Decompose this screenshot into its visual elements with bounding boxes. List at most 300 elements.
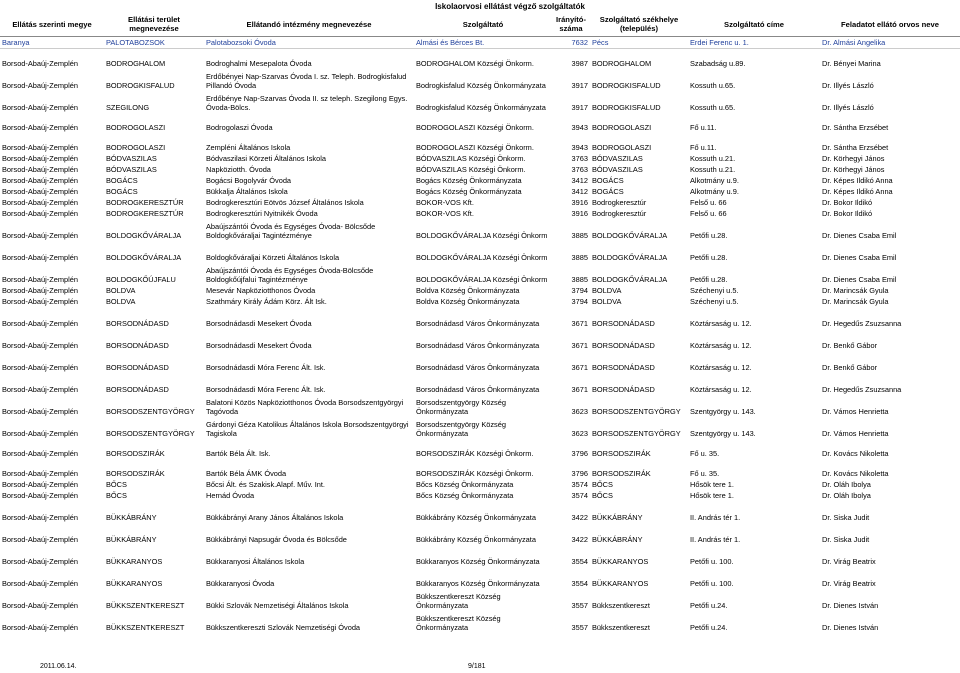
- cell-county: Borsod-Abaúj-Zemplén: [2, 122, 78, 132]
- cell-area: BOGÁCS: [106, 175, 138, 185]
- cell-address: Erdei Ferenc u. 1.: [688, 37, 820, 49]
- cell-county: Borsod-Abaúj-Zemplén: [2, 296, 78, 306]
- cell-zip: 3671: [571, 384, 588, 394]
- cell-address: Kossuth u.21.: [690, 153, 736, 163]
- cell-address: Széchenyi u.5.: [690, 296, 739, 306]
- cell-zip: 3623: [571, 428, 588, 438]
- cell-zip: 3412: [571, 175, 588, 185]
- cell-zip: 3943: [571, 142, 588, 152]
- cell-provider: Bőcs Község Önkormányzata: [416, 490, 514, 500]
- cell-provider: Bükkszentkereszt Község Önkormányzata: [416, 592, 501, 610]
- table-row: [0, 373, 960, 395]
- cell-county: Borsod-Abaúj-Zemplén: [2, 534, 78, 544]
- cell-county: Borsod-Abaúj-Zemplén: [2, 448, 78, 458]
- cell-doctor: Dr. Oláh Ibolya: [822, 479, 871, 489]
- cell-provider: BODROGHALOM Községi Önkorm.: [416, 58, 534, 68]
- cell-provider: BÓDVASZILAS Községi Önkorm.: [416, 164, 526, 174]
- cell-doctor: Dr. Benkő Gábor: [822, 340, 878, 350]
- cell-provider: BODROGOLASZI Községi Önkorm.: [416, 142, 534, 152]
- cell-area: BODROGOLASZI: [106, 122, 166, 132]
- cell-seat: BODROGHALOM: [592, 58, 652, 68]
- cell-institution: Bartók Béla ÁMK Óvoda: [206, 468, 287, 478]
- cell-area: BOLDOGKŐVÁRALJA: [106, 252, 182, 262]
- cell-institution: Abaújszántói Óvoda és Egységes Óvoda-Bölcsőde Boldogkőújfalui Tagintézménye: [206, 266, 374, 284]
- cell-institution: Bükkábrányi Arany János Általános Iskola: [206, 512, 344, 522]
- cell-area: BOLDVA: [106, 296, 136, 306]
- cell-doctor: Dr. Képes Ildikó Anna: [822, 175, 893, 185]
- cell-area: BÜKKÁBRÁNY: [106, 512, 157, 522]
- cell-seat: BOLDVA: [592, 285, 622, 295]
- cell-provider: Boldva Község Önkormányzata: [416, 296, 520, 306]
- cell-institution: Borsodnádasdi Mesekert Óvoda: [206, 340, 312, 350]
- table-row: [0, 69, 960, 91]
- cell-seat: BOLDOGKŐVÁRALJA: [592, 274, 668, 284]
- cell-area: PALOTABOZSOK: [104, 37, 204, 49]
- cell-county: Borsod-Abaúj-Zemplén: [2, 186, 78, 196]
- cell-seat: BÓDVASZILAS: [592, 164, 643, 174]
- table-row: [0, 37, 960, 49]
- cell-county: Borsod-Abaúj-Zemplén: [2, 428, 78, 438]
- cell-doctor: Dr. Sántha Erzsébet: [822, 122, 889, 132]
- cell-doctor: Dr. Almási Angelika: [820, 37, 960, 49]
- table-row: [0, 567, 960, 589]
- cell-county: Borsod-Abaúj-Zemplén: [2, 58, 78, 68]
- cell-address: Fő u. 35.: [690, 468, 720, 478]
- cell-area: BORSODNÁDASD: [106, 318, 169, 328]
- table-row: [0, 186, 960, 197]
- cell-institution: Balatoni Közös Napköziotthonos Óvoda Borsodszentgyörgyi Tagóvoda: [206, 398, 404, 416]
- table-row: [0, 113, 960, 133]
- cell-area: BÜKKSZENTKERESZT: [106, 622, 185, 632]
- cell-doctor: Dr. Kovács Nikoletta: [822, 448, 889, 458]
- cell-provider: Bodrogkisfalud Község Önkormányzata: [416, 102, 546, 112]
- cell-institution: Boldogkőváraljai Körzeti Általános Iskola: [206, 252, 340, 262]
- providers-table: [0, 12, 960, 633]
- cell-county: Borsod-Abaúj-Zemplén: [2, 175, 78, 185]
- table-row: [0, 523, 960, 545]
- cell-county: Borsod-Abaúj-Zemplén: [2, 252, 78, 262]
- table-row: [0, 296, 960, 307]
- cell-seat: BODROGKISFALUD: [592, 102, 661, 112]
- cell-county: Borsod-Abaúj-Zemplén: [2, 490, 78, 500]
- cell-address: Köztársaság u. 12.: [690, 362, 752, 372]
- cell-institution: Borsodnádasdi Mesekert Óvoda: [206, 318, 312, 328]
- table-row: [0, 241, 960, 263]
- cell-area: BŐCS: [106, 479, 127, 489]
- cell-provider: Bükkaranyos Község Önkormányzata: [416, 578, 540, 588]
- cell-address: Petőfi u. 100.: [690, 578, 734, 588]
- cell-institution: Abaújszántói Óvoda és Egységes Óvoda- Bölcsőde Boldogkőváraljai Tagintézménye: [206, 222, 376, 240]
- table-row: [0, 263, 960, 285]
- cell-address: Petőfi u.24.: [690, 600, 728, 610]
- cell-county: Borsod-Abaúj-Zemplén: [2, 556, 78, 566]
- cell-zip: 3917: [571, 80, 588, 90]
- cell-doctor: Dr. Siska Judit: [822, 512, 870, 522]
- cell-institution: Zempléni Általános Iskola: [206, 142, 291, 152]
- cell-zip: 3412: [571, 186, 588, 196]
- cell-institution: Bódvaszilasi Körzeti Általános Iskola: [206, 153, 326, 163]
- cell-area: BORSODSZIRÁK: [106, 448, 165, 458]
- cell-provider: Borsodszentgyörgy Község Önkormányzata: [416, 420, 506, 438]
- cell-area: BÓDVASZILAS: [106, 164, 157, 174]
- cell-address: Szabadság u.89.: [690, 58, 746, 68]
- cell-seat: Bodrogkeresztúr: [592, 208, 647, 218]
- cell-doctor: Dr. Benkő Gábor: [822, 362, 878, 372]
- cell-address: Széchenyi u.5.: [690, 285, 739, 295]
- cell-address: Petőfi u.28.: [690, 230, 728, 240]
- footer-date: 2011.06.14.: [40, 663, 77, 670]
- cell-doctor: Dr. Dienes Csaba Emil: [822, 274, 897, 284]
- table-row: [0, 197, 960, 208]
- cell-area: BODROGKISFALUD: [106, 80, 175, 90]
- cell-seat: BÜKKARANYOS: [592, 556, 649, 566]
- cell-zip: 3763: [571, 164, 588, 174]
- cell-provider: Borsodszentgyörgy Község Önkormányzata: [416, 398, 506, 416]
- cell-area: BORSODNÁDASD: [106, 384, 169, 394]
- table-row: [0, 439, 960, 459]
- cell-provider: BOLDOGKŐVÁRALJA Községi Önkorm: [416, 230, 548, 240]
- cell-institution: Hernád Óvoda: [206, 490, 255, 500]
- table-row: [0, 395, 960, 417]
- cell-area: BÜKKÁBRÁNY: [106, 534, 157, 544]
- cell-institution: Bükkaranyosi Általános Iskola: [206, 556, 305, 566]
- cell-address: Köztársaság u. 12.: [690, 318, 752, 328]
- cell-provider: Bőcs Község Önkormányzata: [416, 479, 514, 489]
- table-row: [0, 153, 960, 164]
- cell-provider: Bogács Község Önkormányzata: [416, 175, 522, 185]
- cell-area: BORSODNÁDASD: [106, 340, 169, 350]
- cell-county: Borsod-Abaúj-Zemplén: [2, 197, 78, 207]
- cell-address: Szentgyörgy u. 143.: [690, 406, 756, 416]
- document-title: Iskolaorvosi ellátást végző szolgáltatók: [435, 2, 585, 11]
- cell-zip: 3794: [571, 285, 588, 295]
- cell-county: Borsod-Abaúj-Zemplén: [2, 384, 78, 394]
- cell-address: Kossuth u.65.: [690, 80, 736, 90]
- cell-address: Felső u. 66: [690, 197, 727, 207]
- cell-seat: Bükkszentkereszt: [592, 600, 650, 610]
- cell-area: SZEGILONG: [106, 102, 150, 112]
- cell-zip: 3917: [571, 102, 588, 112]
- cell-seat: BOGÁCS: [592, 186, 624, 196]
- cell-doctor: Dr. Dienes Csaba Emil: [822, 230, 897, 240]
- cell-seat: Bodrogkeresztúr: [592, 197, 647, 207]
- cell-address: Szentgyörgy u. 143.: [690, 428, 756, 438]
- table-row: [0, 351, 960, 373]
- cell-address: Kossuth u.65.: [690, 102, 736, 112]
- cell-seat: BOLDOGKŐVÁRALJA: [592, 252, 668, 262]
- cell-doctor: Dr. Hegedűs Zsuzsanna: [822, 384, 902, 394]
- cell-county: Borsod-Abaúj-Zemplén: [2, 479, 78, 489]
- header-address: Szolgáltató címe: [688, 12, 820, 37]
- cell-provider: Borsodnádasd Város Önkormányzata: [416, 362, 540, 372]
- cell-doctor: Dr. Sántha Erzsébet: [822, 142, 889, 152]
- cell-institution: Bodrogkeresztúri Nyitnikék Óvoda: [206, 208, 318, 218]
- cell-provider: Bükkaranyos Község Önkormányzata: [416, 556, 540, 566]
- header-doctor: Feladatot ellátó orvos neve: [820, 12, 960, 37]
- cell-doctor: Dr. Képes Ildikó Anna: [822, 186, 893, 196]
- cell-area: BODROGOLASZI: [106, 142, 166, 152]
- cell-county: Borsod-Abaúj-Zemplén: [2, 622, 78, 632]
- table-row: [0, 490, 960, 501]
- cell-institution: Szathmáry Király Ádám Körz. Ált Isk.: [206, 296, 327, 306]
- cell-doctor: Dr. Körhegyi János: [822, 164, 885, 174]
- cell-seat: BÜKKÁBRÁNY: [592, 512, 643, 522]
- cell-zip: 7632: [552, 37, 590, 49]
- cell-zip: 3794: [571, 296, 588, 306]
- cell-institution: Bükkábrányi Napsugár Óvoda és Bölcsőde: [206, 534, 347, 544]
- cell-provider: BOKOR-VOS Kft.: [416, 208, 474, 218]
- cell-institution: Bükkaranyosi Óvoda: [206, 578, 275, 588]
- cell-provider: BORSODSZIRÁK Községi Önkorm.: [416, 468, 534, 478]
- cell-provider: BORSODSZIRÁK Községi Önkorm.: [416, 448, 534, 458]
- table-row: [0, 91, 960, 113]
- cell-zip: 3987: [571, 58, 588, 68]
- cell-county: Borsod-Abaúj-Zemplén: [2, 406, 78, 416]
- cell-seat: Pécs: [590, 37, 688, 49]
- cell-county: Baranya: [0, 37, 104, 49]
- cell-provider: Bükkszentkereszt Község Önkormányzata: [416, 614, 501, 632]
- cell-zip: 3763: [571, 153, 588, 163]
- cell-area: BÓDVASZILAS: [106, 153, 157, 163]
- cell-address: Köztársaság u. 12.: [690, 340, 752, 350]
- cell-doctor: Dr. Dienes István: [822, 622, 879, 632]
- cell-seat: BORSODSZENTGYÖRGY: [592, 406, 681, 416]
- cell-seat: BORSODNÁDASD: [592, 384, 655, 394]
- cell-county: Borsod-Abaúj-Zemplén: [2, 512, 78, 522]
- cell-doctor: Dr. Bényei Marina: [822, 58, 881, 68]
- cell-county: Borsod-Abaúj-Zemplén: [2, 230, 78, 240]
- cell-area: BOLDOGKŐÚJFALU: [106, 274, 176, 284]
- cell-doctor: Dr. Hegedűs Zsuzsanna: [822, 318, 902, 328]
- cell-address: Hősök tere 1.: [690, 479, 734, 489]
- cell-county: Borsod-Abaúj-Zemplén: [2, 578, 78, 588]
- cell-provider: BODROGOLASZI Községi Önkorm.: [416, 122, 534, 132]
- cell-zip: 3554: [571, 556, 588, 566]
- cell-doctor: Dr. Siska Judit: [822, 534, 870, 544]
- cell-zip: 3885: [571, 252, 588, 262]
- cell-institution: Borsodnádasdi Móra Ferenc Ált. Isk.: [206, 384, 326, 394]
- cell-institution: Bükkalja Általános Iskola: [206, 186, 288, 196]
- table-header: [0, 12, 960, 37]
- cell-zip: 3916: [571, 208, 588, 218]
- cell-county: Borsod-Abaúj-Zemplén: [2, 600, 78, 610]
- cell-doctor: Dr. Marincsák Gyula: [822, 285, 889, 295]
- cell-seat: BOLDVA: [592, 296, 622, 306]
- cell-seat: BŐCS: [592, 479, 613, 489]
- cell-zip: 3671: [571, 362, 588, 372]
- cell-institution: Bőcsi Ált. és Szakisk.Alapf. Műv. Int.: [206, 479, 325, 489]
- cell-provider: Borsodnádasd Város Önkormányzata: [416, 384, 540, 394]
- cell-provider: Boldva Község Önkormányzata: [416, 285, 520, 295]
- table-row: [0, 208, 960, 219]
- cell-county: Borsod-Abaúj-Zemplén: [2, 142, 78, 152]
- cell-zip: 3623: [571, 406, 588, 416]
- cell-zip: 3422: [571, 512, 588, 522]
- header-zip: Irányító-száma: [552, 12, 590, 37]
- cell-doctor: Dr. Vámos Henrietta: [822, 428, 889, 438]
- cell-provider: BOKOR-VOS Kft.: [416, 197, 474, 207]
- table-row: [0, 501, 960, 523]
- cell-seat: BORSODNÁDASD: [592, 362, 655, 372]
- table-row: [0, 219, 960, 241]
- cell-doctor: Dr. Dienes István: [822, 600, 879, 610]
- cell-institution: Erdőbényei Nap-Szarvas Óvoda I. sz. Teleph. Bodrogkisfalud Pillandó Óvoda: [206, 72, 407, 90]
- cell-area: BOGÁCS: [106, 186, 138, 196]
- table-row: [0, 459, 960, 479]
- footer-page-number: 9/181: [468, 663, 486, 670]
- cell-provider: Bodrogkisfalud Község Önkormányzata: [416, 80, 546, 90]
- cell-seat: BÜKKARANYOS: [592, 578, 649, 588]
- cell-provider: Bükkábrány Község Önkormányzata: [416, 534, 536, 544]
- cell-address: Fő u.11.: [690, 122, 717, 132]
- cell-zip: 3574: [571, 490, 588, 500]
- cell-zip: 3671: [571, 340, 588, 350]
- cell-address: Fő u.11.: [690, 142, 717, 152]
- cell-provider: Borsodnádasd Város Önkormányzata: [416, 318, 540, 328]
- cell-seat: BÓDVASZILAS: [592, 153, 643, 163]
- table-row: [0, 307, 960, 329]
- cell-zip: 3422: [571, 534, 588, 544]
- cell-address: Felső u. 66: [690, 208, 727, 218]
- cell-address: II. András tér 1.: [690, 534, 741, 544]
- cell-seat: BODROGOLASZI: [592, 142, 652, 152]
- cell-institution: Gárdonyi Géza Katolikus Általános Iskola Borsodszentgyörgyi Tagiskola: [206, 420, 409, 438]
- cell-address: Hősök tere 1.: [690, 490, 734, 500]
- cell-area: BORSODSZENTGYÖRGY: [106, 428, 195, 438]
- cell-address: Kossuth u.21.: [690, 164, 736, 174]
- cell-institution: Erdőbénye Nap-Szarvas Óvoda II. sz teleph. Szegilong Egys. Óvoda-Bölcs.: [206, 94, 408, 112]
- cell-county: Borsod-Abaúj-Zemplén: [2, 274, 78, 284]
- cell-seat: Bükkszentkereszt: [592, 622, 650, 632]
- table-row: [0, 611, 960, 633]
- cell-zip: 3916: [571, 197, 588, 207]
- cell-doctor: Dr. Marincsák Gyula: [822, 296, 889, 306]
- cell-doctor: Dr. Illyés László: [822, 80, 874, 90]
- cell-provider: Bogács Község Önkormányzata: [416, 186, 522, 196]
- cell-zip: 3671: [571, 318, 588, 328]
- header-provider: Szolgáltató: [414, 12, 552, 37]
- header-area: Ellátási terület megnevezése: [104, 12, 204, 37]
- cell-county: Borsod-Abaúj-Zemplén: [2, 468, 78, 478]
- cell-zip: 3557: [571, 600, 588, 610]
- table-row: [0, 479, 960, 490]
- cell-area: BÜKKARANYOS: [106, 556, 163, 566]
- cell-address: Köztársaság u. 12.: [690, 384, 752, 394]
- cell-institution: Bodrogolaszi Óvoda: [206, 122, 273, 132]
- cell-county: Borsod-Abaúj-Zemplén: [2, 318, 78, 328]
- cell-institution: Bükki Szlovák Nemzetiségi Általános Iskola: [206, 600, 349, 610]
- cell-provider: Almási és Bérces Bt.: [414, 37, 552, 49]
- table-row: [0, 175, 960, 186]
- cell-seat: BORSODSZENTGYÖRGY: [592, 428, 681, 438]
- cell-area: BODROGKERESZTÚR: [106, 208, 184, 218]
- cell-address: Fő u. 35.: [690, 448, 720, 458]
- cell-seat: BŐCS: [592, 490, 613, 500]
- table-body: [0, 37, 960, 633]
- cell-seat: BODROGOLASZI: [592, 122, 652, 132]
- cell-doctor: Dr. Illyés László: [822, 102, 874, 112]
- cell-provider: BOLDOGKŐVÁRALJA Községi Önkorm: [416, 252, 548, 262]
- cell-area: BORSODSZIRÁK: [106, 468, 165, 478]
- cell-area: BORSODNÁDASD: [106, 362, 169, 372]
- cell-seat: BORSODNÁDASD: [592, 340, 655, 350]
- cell-zip: 3574: [571, 479, 588, 489]
- cell-seat: BOGÁCS: [592, 175, 624, 185]
- cell-doctor: Dr. Dienes Csaba Emil: [822, 252, 897, 262]
- cell-zip: 3943: [571, 122, 588, 132]
- table-row: [0, 329, 960, 351]
- cell-zip: 3885: [571, 274, 588, 284]
- table-row: [0, 545, 960, 567]
- cell-area: BODROGHALOM: [106, 58, 166, 68]
- cell-provider: BOLDOGKŐVÁRALJA Községi Önkorm: [416, 274, 548, 284]
- cell-doctor: Dr. Oláh Ibolya: [822, 490, 871, 500]
- header-institution: Ellátandó intézmény megnevezése: [204, 12, 414, 37]
- table-row: [0, 133, 960, 153]
- table-row: [0, 285, 960, 296]
- cell-area: BÜKKARANYOS: [106, 578, 163, 588]
- cell-address: Alkotmány u.9.: [690, 175, 739, 185]
- cell-provider: BÓDVASZILAS Községi Önkorm.: [416, 153, 526, 163]
- cell-county: Borsod-Abaúj-Zemplén: [2, 164, 78, 174]
- cell-institution: Bartók Béla Ált. Isk.: [206, 448, 271, 458]
- cell-doctor: Dr. Vámos Henrietta: [822, 406, 889, 416]
- cell-area: BÜKKSZENTKERESZT: [106, 600, 185, 610]
- cell-county: Borsod-Abaúj-Zemplén: [2, 153, 78, 163]
- table-row: [0, 417, 960, 439]
- cell-seat: BORSODSZIRÁK: [592, 468, 651, 478]
- cell-seat: BORSODNÁDASD: [592, 318, 655, 328]
- cell-address: Petőfi u. 100.: [690, 556, 734, 566]
- cell-seat: BÜKKÁBRÁNY: [592, 534, 643, 544]
- cell-institution: Napköziotth. Óvoda: [206, 164, 271, 174]
- cell-institution: Borsodnádasdi Móra Ferenc Ált. Isk.: [206, 362, 326, 372]
- cell-county: Borsod-Abaúj-Zemplén: [2, 340, 78, 350]
- cell-institution: Palotabozsoki Óvoda: [204, 37, 414, 49]
- cell-county: Borsod-Abaúj-Zemplén: [2, 362, 78, 372]
- cell-institution: Mesevár Napköziotthonos Óvoda: [206, 285, 316, 295]
- cell-county: Borsod-Abaúj-Zemplén: [2, 208, 78, 218]
- cell-zip: 3796: [571, 448, 588, 458]
- cell-county: Borsod-Abaúj-Zemplén: [2, 285, 78, 295]
- cell-area: BODROGKERESZTÚR: [106, 197, 184, 207]
- cell-area: BŐCS: [106, 490, 127, 500]
- cell-area: BORSODSZENTGYÖRGY: [106, 406, 195, 416]
- cell-area: BOLDVA: [106, 285, 136, 295]
- table-row: [0, 589, 960, 611]
- cell-address: Petőfi u.28.: [690, 274, 728, 284]
- cell-seat: BODROGKISFALUD: [592, 80, 661, 90]
- cell-zip: 3557: [571, 622, 588, 632]
- cell-institution: Bogácsi Bogolyvár Óvoda: [206, 175, 292, 185]
- cell-doctor: Dr. Virág Beatrix: [822, 556, 876, 566]
- cell-institution: Bodrogkeresztúri Eötvös József Általános Iskola: [206, 197, 364, 207]
- cell-zip: 3885: [571, 230, 588, 240]
- cell-doctor: Dr. Kovács Nikoletta: [822, 468, 889, 478]
- cell-address: Alkotmány u.9.: [690, 186, 739, 196]
- cell-provider: Borsodnádasd Város Önkormányzata: [416, 340, 540, 350]
- cell-institution: Bükkszentkereszti Szlovák Nemzetiségi Óvoda: [206, 622, 361, 632]
- cell-county: Borsod-Abaúj-Zemplén: [2, 80, 78, 90]
- header-county: Ellátás szerinti megye: [0, 12, 104, 37]
- cell-doctor: Dr. Bokor Ildikó: [822, 197, 873, 207]
- header-seat: Szolgáltató székhelye (település): [590, 12, 688, 37]
- cell-seat: BOLDOGKŐVÁRALJA: [592, 230, 668, 240]
- cell-address: II. András tér 1.: [690, 512, 741, 522]
- cell-zip: 3554: [571, 578, 588, 588]
- cell-seat: BORSODSZIRÁK: [592, 448, 651, 458]
- cell-doctor: Dr. Körhegyi János: [822, 153, 885, 163]
